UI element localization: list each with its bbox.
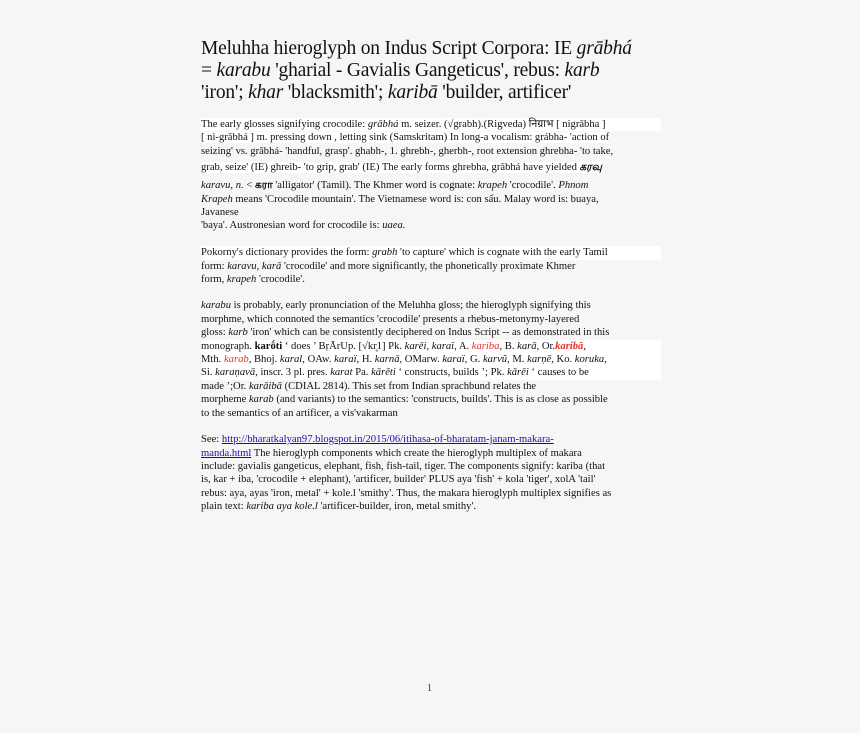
- term: karabu: [201, 300, 232, 312]
- term: kariba aya kole.l: [246, 501, 318, 513]
- term: krapeh: [477, 180, 508, 192]
- text: The hieroglyph components which create the hieroglyph multiplex of makara: [251, 447, 582, 459]
- text: form,: [201, 274, 227, 286]
- text: , OMarw.: [399, 354, 443, 366]
- text: (CDIAL 2814). This set from Indian sprachbund relates the: [281, 380, 537, 392]
- title-text: Meluhha hieroglyph on Indus Script Corpora: IE: [201, 38, 577, 59]
- text: morphme, which connoted the semantics 'crocodile' presents a rhebus-metonymy-layered: [201, 313, 580, 325]
- text: ,: [604, 354, 607, 366]
- text: gloss:: [201, 327, 229, 339]
- document-page: [201, 38, 661, 527]
- text: ‘ does ’ BṛĀrUp. [√kr̥1] Pk.: [282, 340, 405, 352]
- text: to the semantics of an artificer, a vis'vakarman: [201, 407, 398, 419]
- document-title: [201, 38, 661, 104]
- text: 'to capture' which is cognate with the early Tamil: [397, 247, 608, 259]
- text: 'crocodile'.: [507, 180, 559, 192]
- text: made ’;Or.: [201, 380, 249, 392]
- term: karb: [228, 327, 248, 339]
- title-term: karibā: [387, 82, 438, 103]
- text: plain text:: [201, 501, 247, 513]
- term: uaea.: [382, 220, 406, 232]
- text: , A.: [454, 340, 472, 352]
- text: , M.: [507, 354, 528, 366]
- term: kārēti: [371, 367, 396, 379]
- term: karaï: [334, 354, 357, 366]
- term: karēi, karaï: [404, 340, 455, 352]
- term: karvũ: [482, 354, 508, 366]
- text: form:: [201, 260, 228, 272]
- term: karā: [517, 340, 537, 352]
- term: karṓti: [254, 340, 283, 352]
- paragraph-early-glosses: [201, 118, 661, 233]
- tamil-term: கரவு: [579, 162, 602, 174]
- term: grābhá: [367, 119, 399, 130]
- title-text: 'gharial - Gavialis Gangeticus', rebus:: [270, 60, 565, 81]
- term: karal: [279, 354, 303, 366]
- text: , H.: [356, 354, 375, 366]
- text: ,: [583, 340, 587, 352]
- text: , Or.: [536, 340, 556, 352]
- highlighted-term: karab: [223, 354, 249, 366]
- term: kārēi: [507, 367, 529, 379]
- term: karavu: [201, 180, 231, 192]
- term: grabh: [372, 247, 398, 259]
- text: [ ni-grābhá ] m. pressing down , letting sink (Samskritam) In long-a vocalism: grábha- 'action of: [201, 132, 610, 144]
- text: morpheme: [201, 394, 249, 406]
- text: , Bhoj.: [248, 354, 280, 366]
- title-term: karb: [564, 60, 600, 81]
- text: , OAw.: [302, 354, 335, 366]
- term: karṇē: [527, 354, 552, 366]
- highlighted-term: kariba: [471, 340, 500, 352]
- tamil-term: கரா: [254, 180, 273, 192]
- text: , B.: [499, 340, 518, 352]
- text: The early glosses signifying crocodile:: [201, 119, 368, 130]
- text: Si.: [201, 367, 216, 379]
- paragraph-see-also: [201, 433, 661, 513]
- text: include: gavialis gangeticus, elephant, fish, fish-tail, tiger. The components signify: kariba (that: [201, 460, 606, 472]
- text: (and variants) to the semantics: 'constructs, builds'. This is as close as possible: [273, 394, 608, 406]
- text: ,: [230, 180, 236, 192]
- term: karaï: [442, 354, 465, 366]
- text: is, kar + iba, 'crocodile + elephant), 'artificer, builder' PLUS aya 'fish' + kola 'tiger', xolA 'tail': [201, 474, 596, 486]
- highlighted-term: karibā: [555, 340, 584, 352]
- title-term: khar: [248, 82, 284, 103]
- title-text: 'builder, artificer': [437, 82, 572, 103]
- text: Mth.: [201, 354, 224, 366]
- term: karnā: [374, 354, 400, 366]
- paragraph-karabu: [201, 299, 661, 420]
- title-text: 'iron';: [201, 82, 249, 103]
- text: , Ko.: [551, 354, 575, 366]
- text: m. seizer. (√grabh).(Rigveda) निग्राभ [ nigrābha ]: [398, 119, 606, 130]
- text: , G.: [464, 354, 483, 366]
- term: karāibā: [248, 380, 282, 392]
- title-term: karabu: [216, 60, 271, 81]
- term: karat: [330, 367, 353, 379]
- title-text: =: [201, 60, 217, 81]
- title-term: grābhá: [576, 38, 632, 59]
- text: rebus: aya, ayas 'iron, metal' + kole.l 'smithy'. Thus, the makara hieroglyph multiplex signifies as: [201, 487, 612, 499]
- term: Krapeh: [201, 194, 233, 206]
- text: 'iron' which can be consistently deciphered on Indus Script -- as demonstrated in this: [247, 327, 610, 339]
- text: <: [243, 180, 255, 192]
- blog-link[interactable]: http://bharatkalyan97.blogspot.in/2015/06/itihasa-of-bharatam-janam-makara-: [221, 434, 554, 446]
- term: karab: [248, 394, 274, 406]
- text: Javanese: [201, 207, 239, 219]
- term: karavu, karā: [227, 260, 282, 272]
- text: is probably, early pronunciation of the Meluhha gloss; the hieroglyph signifying this: [231, 300, 591, 312]
- text: 'baya'. Austronesian word for crocodile is:: [201, 220, 383, 232]
- term: Phnom: [558, 180, 589, 192]
- text: means 'Crocodile mountain'. The Vietnamese word is: con sấu. Malay word is: buaya,: [232, 194, 599, 206]
- page-number: 1: [427, 683, 432, 694]
- text: , inscr. 3 pl. pres.: [255, 367, 331, 379]
- text: ‘ causes to be: [528, 367, 589, 379]
- text: monograph.: [201, 340, 255, 352]
- paragraph-pokorny: [201, 246, 661, 286]
- term: koruka: [574, 354, 605, 366]
- text: See:: [201, 434, 222, 446]
- text: Pa.: [352, 367, 372, 379]
- text: ‘ constructs, builds ’; Pk.: [395, 367, 508, 379]
- text: grab, seize' (IE) ghreib- 'to grip, grab' (IE) The early forms ghrebha, grābhá have yielded: [201, 162, 580, 174]
- term: n.: [235, 180, 244, 192]
- text: 'alligator' (Tamil). The Khmer word is cognate:: [272, 180, 478, 192]
- text: 'crocodile'.: [256, 274, 305, 286]
- title-text: 'blacksmith';: [283, 82, 388, 103]
- term: karaṇavā: [215, 367, 256, 379]
- term: krapeh: [226, 274, 257, 286]
- blog-link-continued[interactable]: manda.html: [201, 447, 252, 459]
- text: seizing' vs. grābhá- 'handful, grasp'. ghabh-, 1. ghrebh-, gherbh-, root extension ghrebha- 'to take,: [201, 145, 614, 157]
- text: Pokorny's dictionary provides the form:: [201, 247, 373, 259]
- text: 'artificer-builder, iron, metal smithy'.: [317, 501, 477, 513]
- text: 'crocodile' and more significantly, the phonetically proximate Khmer: [281, 260, 576, 272]
